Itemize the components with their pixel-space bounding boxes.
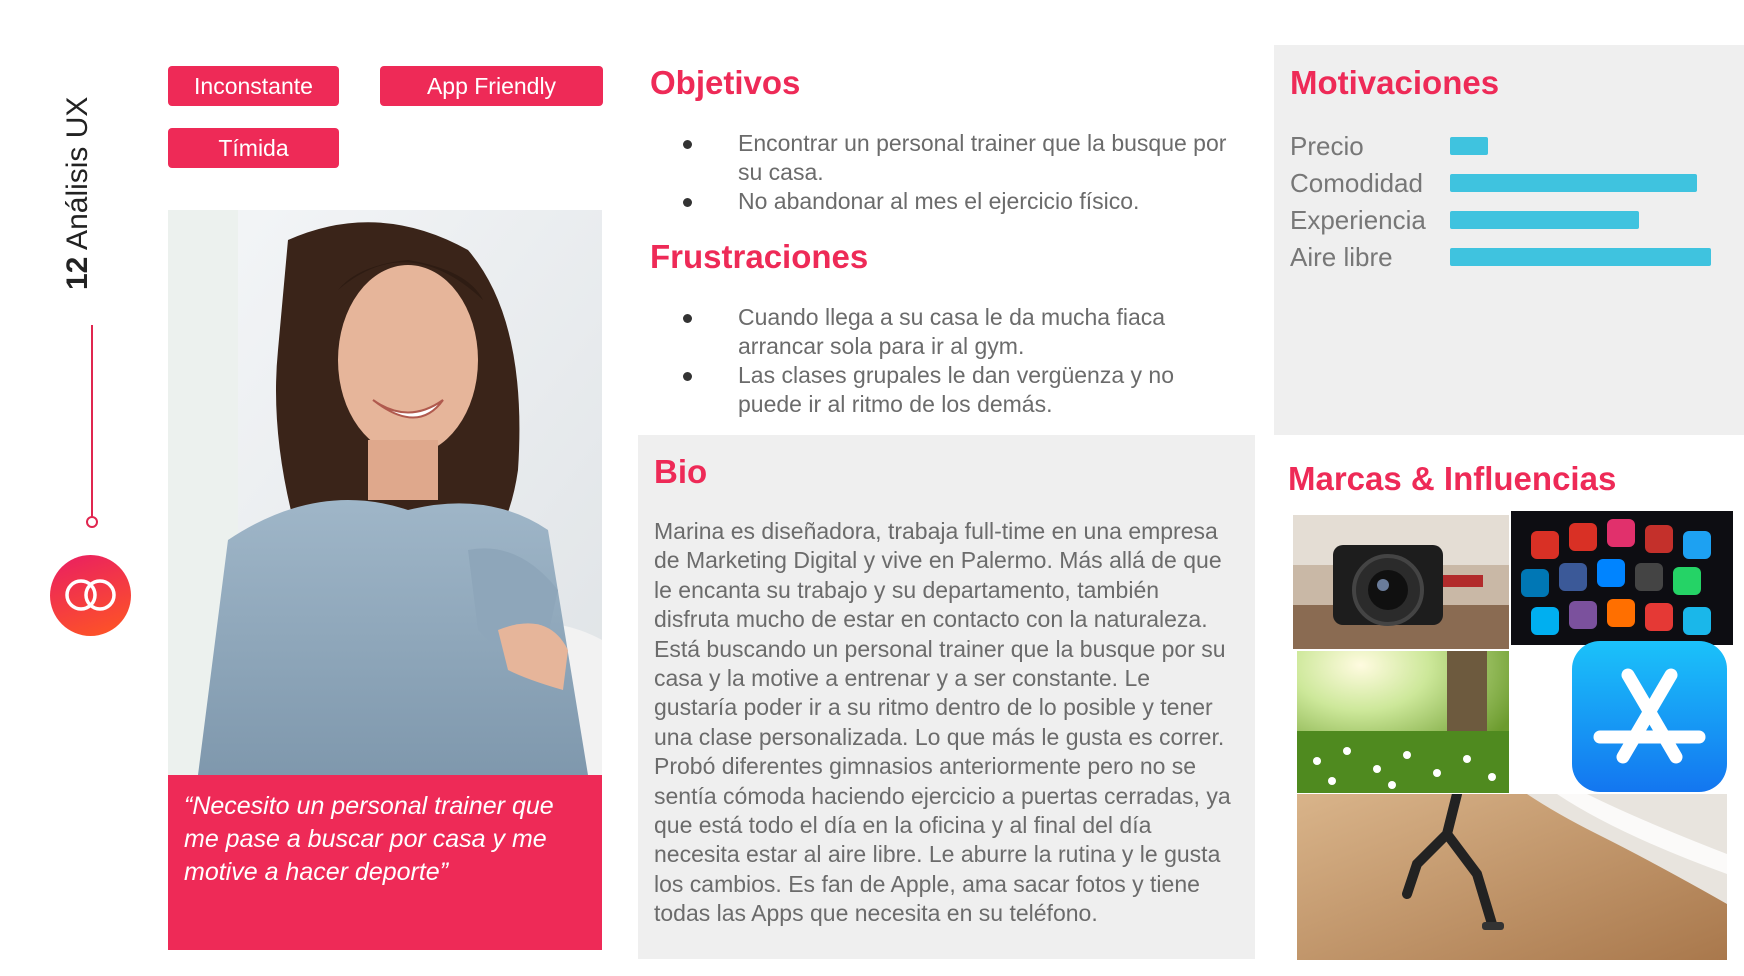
motivation-row — [1290, 202, 1730, 238]
persona-quote: “Necesito un personal trainer que me pase a buscar por casa y me motive a hacer deporte” — [184, 792, 554, 886]
motivation-label: Precio — [1290, 131, 1364, 161]
list-item: Las clases grupales le dan vergüenza y no puede ir al ritmo de los demás. — [738, 361, 1238, 419]
motivation-bar — [1450, 211, 1639, 229]
page-number: 12 — [61, 256, 94, 290]
bio-panel — [638, 435, 1255, 959]
section-title: Análisis UX — [61, 96, 94, 250]
list-item: Encontrar un personal trainer que la busque por su casa. — [738, 129, 1238, 187]
bio-text: Marina es diseñadora, trabaja full-time en una empresa de Marketing Digital y vive en Palermo. Más allá de que le encanta su trabajo y su departamento, también disfruta mucho de estar en contacto con la naturaleza. Está buscando un personal trainer que la busque por su casa y la motive a entrenar y a ser constante. Le gustaría poder ir a su ritmo dentro de lo posible y tener una clase personalizada. Lo que más le gusta es correr. Probó diferentes gimnasios anteriormente pero no se sentía cómoda haciendo ejercicio a puertas cerradas, ya que está todo el día en la oficina y al final del día necesita estar al aire libre. Le aburre la rutina y le gusta los cambios. Es fan de Apple, ama sacar fotos y tiene todas las Apps que necesita en su teléfono. — [654, 518, 1231, 927]
motivaciones-panel — [1274, 45, 1744, 435]
motivation-label: Comodidad — [1290, 168, 1423, 198]
frustraciones-title: Frustraciones — [650, 238, 869, 275]
camera-photo-icon — [1293, 515, 1509, 649]
tag-timida: Tímida — [168, 128, 339, 168]
section-label — [58, 90, 98, 290]
motivation-label: Aire libre — [1290, 242, 1393, 272]
motivaciones-title: Motivaciones — [1290, 64, 1500, 101]
motivation-label: Experiencia — [1290, 205, 1426, 235]
infinity-rings-logo-icon — [50, 555, 131, 636]
frustraciones-list — [738, 303, 1238, 419]
objetivos-title: Objetivos — [650, 64, 801, 101]
motivation-row — [1290, 165, 1730, 201]
marcas-title: Marcas & Influencias — [1288, 460, 1617, 497]
persona-quote-box — [168, 775, 602, 950]
bio-title: Bio — [654, 453, 708, 490]
timeline-line — [91, 325, 93, 519]
smiling-woman-photo-icon — [168, 210, 602, 775]
motivation-row — [1290, 128, 1730, 164]
social-apps-photo-icon — [1511, 511, 1733, 645]
meadow-photo-icon — [1297, 651, 1509, 793]
objetivos-list — [738, 129, 1238, 216]
motivation-bar — [1450, 248, 1711, 266]
app-store-icon — [1572, 641, 1727, 792]
beach-runner-photo-icon — [1297, 794, 1727, 960]
list-item: Cuando llega a su casa le da mucha fiaca arrancar sola para ir al gym. — [738, 303, 1238, 361]
timeline-dot — [86, 516, 98, 528]
tag-inconstante: Inconstante — [168, 66, 339, 106]
motivation-row — [1290, 239, 1730, 275]
tag-app-friendly: App Friendly — [380, 66, 603, 106]
motivation-bar — [1450, 174, 1697, 192]
list-item: No abandonar al mes el ejercicio físico. — [738, 187, 1238, 216]
motivation-bar — [1450, 137, 1488, 155]
